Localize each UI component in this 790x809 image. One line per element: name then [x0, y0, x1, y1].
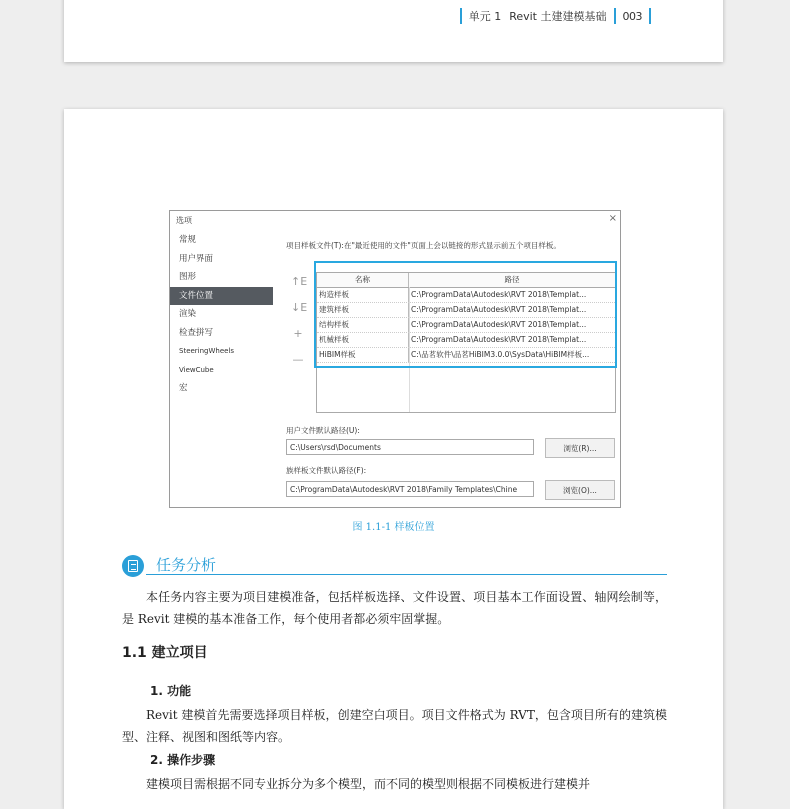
running-head-bar: [460, 8, 462, 24]
add-icon: +: [293, 327, 303, 340]
section-rule: [146, 574, 667, 575]
browse-user-button: 浏览(R)...: [545, 438, 615, 458]
nav-item-spelling: 检查拼写: [179, 327, 214, 338]
move-down-icon: ↓E: [291, 301, 308, 314]
template-order-icons: [291, 275, 308, 379]
task-analysis-paragraph: 本任务内容主要为项目建模准备，包括样板选择、文件设置、项目基本工作面设置、轴网绘制等，是 Revit 建模的基本准备工作，每个使用者都必须牢固掌握。: [122, 590, 667, 626]
figure-caption: 图 1.1-1 样板位置: [352, 522, 435, 533]
template-path: C:\ProgramData\Autodesk\RVT 2018\Templat...: [411, 305, 587, 314]
nav-item-user-interface: 用户界面: [179, 253, 214, 264]
document-icon: [122, 555, 144, 577]
template-name: 建筑样板: [317, 303, 409, 317]
dialog-title: 选项: [176, 216, 192, 225]
nav-item-macros: 宏: [179, 383, 188, 393]
nav-item-rendering: 渲染: [179, 309, 197, 319]
column-header-path: 路径: [504, 275, 520, 284]
template-name: 构造样板: [317, 288, 409, 302]
template-name: 结构样板: [317, 318, 409, 332]
nav-item-file-locations: 文件位置: [170, 287, 273, 306]
running-head: [453, 8, 658, 24]
template-path: C:\ProgramData\Autodesk\RVT 2018\Templat...: [411, 320, 587, 329]
template-path: C:\ProgramData\Autodesk\RVT 2018\Templat...: [411, 335, 587, 344]
nav-item-steeringwheels: SteeringWheels: [179, 347, 235, 355]
template-path: C:\品茗软件\品茗HiBIM3.0.0\SysData\HiBIM样板...: [411, 350, 590, 359]
running-head-bar: [614, 8, 616, 24]
nav-item-general: 常规: [179, 235, 197, 245]
dialog-nav: [170, 231, 273, 398]
section-heading-1-1: 1.1 建立项目: [122, 645, 208, 661]
previous-page: [64, 0, 723, 62]
running-head-bar: [649, 8, 651, 24]
family-path-field: C:\ProgramData\Autodesk\RVT 2018\Family Templates\Chine: [286, 481, 534, 497]
remove-icon: —: [292, 353, 304, 366]
template-description: 项目样板文件(T):在"最近使用的文件"页面上会以链接的形式显示前五个项目样板。: [286, 241, 561, 250]
template-highlight-box: [314, 261, 617, 368]
family-path-label: 族样板文件默认路径(F):: [286, 466, 367, 475]
section-title: 任务分析: [156, 556, 217, 574]
nav-item-graphics: 图形: [179, 272, 197, 282]
browse-family-button: 浏览(O)...: [545, 480, 615, 500]
user-path-label: 用户文件默认路径(U):: [286, 426, 360, 435]
steps-paragraph: 建模项目需根据不同专业拆分为多个模型，而不同的模型则根据不同模板进行建模并: [146, 777, 591, 791]
column-header-name: 名称: [317, 273, 409, 287]
nav-item-viewcube: ViewCube: [179, 365, 214, 374]
move-up-icon: ↑E: [291, 275, 308, 288]
template-path: C:\ProgramData\Autodesk\RVT 2018\Templat...: [411, 290, 587, 299]
function-paragraph: Revit 建模首先需要选择项目样板，创建空白项目。项目文件格式为 RVT，包含项目所有的建筑模型、注释、视图和图纸等内容。: [122, 708, 667, 744]
page-number: 003: [622, 9, 642, 23]
section-heading: [122, 553, 667, 577]
template-name: 机械样板: [317, 333, 409, 347]
close-icon: ×: [608, 213, 617, 224]
book-page: [64, 109, 723, 809]
running-head-title: Revit 土建建模基础: [509, 10, 607, 23]
running-head-unit: 单元 1: [468, 10, 502, 23]
template-name: HiBIM样板: [317, 348, 409, 362]
subheading-function: 1. 功能: [150, 684, 192, 698]
user-path-field: C:\Users\rsd\Documents: [286, 439, 534, 455]
subheading-steps: 2. 操作步骤: [150, 753, 216, 767]
